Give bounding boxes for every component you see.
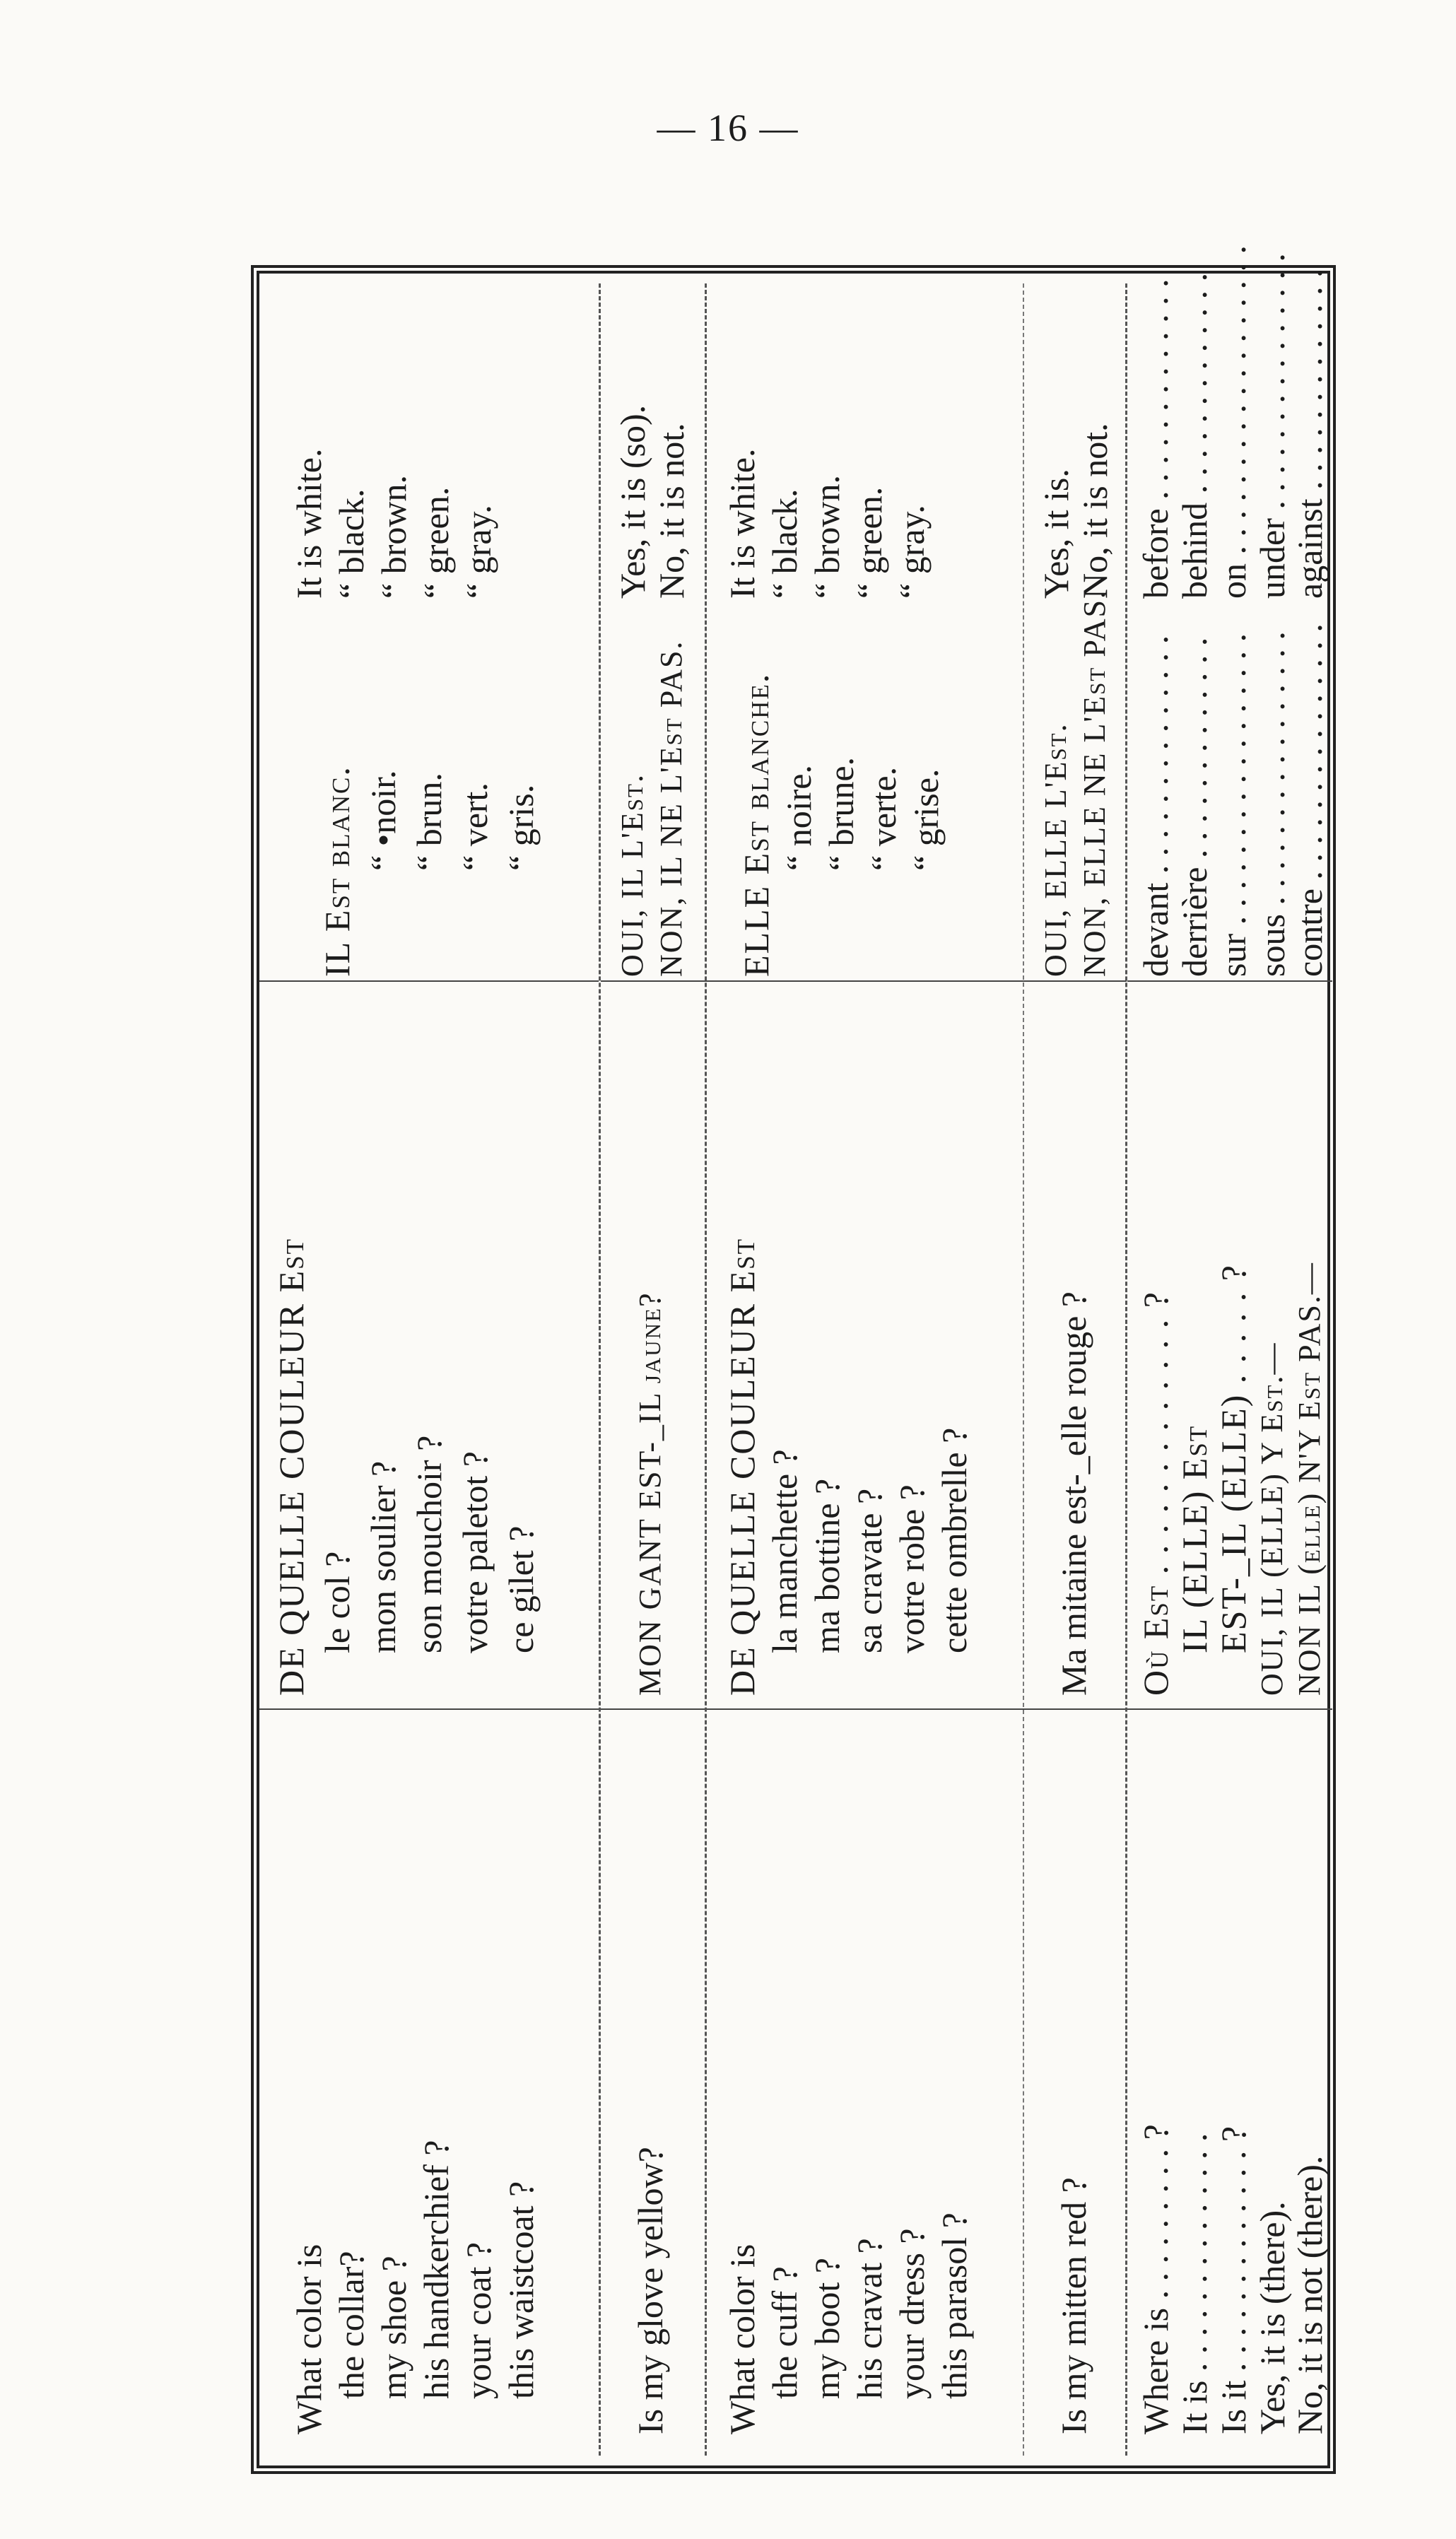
column-answers [1024, 252, 1127, 982]
list-item: the cuff ? [765, 2266, 804, 2399]
list-item: sa cravate ? [850, 1488, 889, 1653]
list-item: derrière . . . . . . . . . . . . . [1175, 637, 1214, 977]
list-item: It is . . . . . . . . . . . . . . [1175, 2133, 1214, 2434]
list-item: on . . . . . . . . . . . . . . . . . . [1214, 245, 1253, 599]
french-answer-yes: OUI, ELLE L'Est. [1038, 722, 1073, 977]
list-item: Where is . . . . . . . . . ? [1136, 2124, 1175, 2434]
list-item: la manchette ? [765, 1449, 804, 1653]
list-item: votre robe ? [892, 1484, 932, 1653]
french-answer-no: NON, IL NE L'Est PAS. [654, 640, 688, 977]
list-item: the collar? [331, 2251, 371, 2399]
column-answers [259, 252, 599, 982]
english-answer: “ green. [850, 486, 889, 599]
french-question: Ma mitaine est-_elle rouge ? [1054, 1291, 1093, 1696]
english-answer: “ green. [416, 486, 456, 599]
list-item: this parasol ? [934, 2212, 974, 2399]
list-item: his handkerchief ? [416, 2140, 456, 2399]
english-answer-no: No, it is not. [652, 423, 691, 599]
list-item: your coat ? [459, 2241, 498, 2399]
english-answer: “ brown. [807, 475, 847, 599]
column-english [601, 1708, 707, 2456]
english-answer-no: No, it is not. [1075, 423, 1115, 599]
english-answer: It is white. [722, 448, 762, 599]
list-item: his cravat ? [850, 2238, 889, 2399]
list-item: my boot ? [807, 2258, 847, 2399]
list-item: under . . . . . . . . . . . . . . . [1252, 253, 1292, 599]
french-answer: “ verte. [864, 766, 903, 871]
column-french-question [1024, 982, 1127, 1710]
english-question: Is my mitten red ? [1054, 2177, 1093, 2434]
list-item: before . . . . . . . . . . . . . [1136, 278, 1175, 599]
column-french-question [707, 982, 1025, 1710]
english-answer: “ gray. [459, 505, 498, 599]
section-where [1125, 245, 1332, 2456]
french-question: DE QUELLE COULEUR Est [271, 1237, 311, 1696]
french-answer-text: IL Est blanc. [317, 766, 357, 977]
list-item: IL (ELLE) Est [1175, 1424, 1214, 1653]
list-item: sous . . . . . . . . . . . . . . . . [1252, 631, 1292, 977]
section-glove [599, 283, 707, 2456]
list-item: OUI, IL (ELLE) Y Est.— [1255, 1342, 1289, 1696]
french-answer: ELLE Est blanche. [736, 672, 776, 977]
french-answer-yes: OUI, IL L'Est. [615, 773, 650, 977]
french-answer-no: NON, ELLE NE L'Est PAS. [1077, 589, 1112, 977]
french-answer: “ noire. [779, 765, 818, 871]
section-mitten [1023, 283, 1127, 2456]
list-item: contre . . . . . . . . . . . . . . . [1290, 623, 1329, 977]
list-item: EST-_IL (ELLE) . . . . . ? [1214, 1264, 1253, 1653]
column-answers [601, 252, 707, 982]
french-answer: “ brune. [821, 756, 861, 871]
column-english [707, 1708, 1025, 2456]
list-item: son mouchoir ? [409, 1435, 449, 1653]
english-answer-yes: Yes, it is. [1036, 469, 1076, 599]
french-answer: “ gris. [501, 784, 541, 871]
list-item: against . . . . . . . . . . . . . [1290, 269, 1329, 599]
section-colors-feminine [705, 283, 1025, 2456]
list-item: this waistcoat ? [501, 2181, 541, 2399]
english-answer: “ black. [765, 488, 804, 599]
english-question: Is my glove yellow? [630, 2147, 670, 2434]
french-question: DE QUELLE COULEUR Est [722, 1237, 762, 1696]
french-answer: “ vert. [455, 782, 495, 871]
list-item: sur . . . . . . . . . . . . . . . . . [1214, 633, 1253, 977]
column-french-question [601, 982, 707, 1710]
list-item: ma bottine ? [807, 1478, 847, 1653]
english-answer: It is white. [289, 448, 329, 599]
list-item: votre paletot ? [455, 1451, 495, 1653]
column-english [1127, 1708, 1332, 2456]
list-item: behind . . . . . . . . . . . . . [1175, 272, 1214, 599]
page-number: — 16 — [657, 107, 799, 149]
column-english [259, 1708, 599, 2456]
english-answer-yes: Yes, it is (so). [613, 404, 652, 599]
french-answer: “ •noir. [363, 770, 403, 871]
column-french-question [1127, 982, 1332, 1710]
list-item: my shoe ? [374, 2256, 413, 2399]
vocabulary-table [251, 245, 1456, 2434]
column-english [1024, 1708, 1127, 2456]
list-item: devant . . . . . . . . . . . . . . [1136, 635, 1175, 977]
section-colors [259, 283, 599, 2456]
list-item: NON IL (elle) N'Y Est PAS.— [1292, 1262, 1327, 1696]
column-answers [1127, 245, 1332, 982]
english-answer: “ gray. [892, 505, 932, 599]
english-question: What color is [289, 2244, 329, 2434]
french-answer: “ grise. [906, 768, 946, 871]
english-answer: “ brown. [374, 475, 413, 599]
english-answer: “ black. [331, 488, 371, 599]
french-answer [316, 766, 358, 977]
list-item: Où Est . . . . . . . . . . . . . ? [1136, 1291, 1175, 1696]
column-french-question [259, 982, 599, 1710]
list-item: Yes, it is (there). [1252, 2201, 1292, 2434]
french-question: MON GANT EST-_IL jaune? [633, 1291, 667, 1696]
list-item: ce gilet ? [501, 1525, 541, 1653]
list-item: le col ? [317, 1551, 357, 1653]
list-item: cette ombrelle ? [934, 1427, 974, 1653]
list-item: Is it . . . . . . . . . . . . . ? [1214, 2125, 1253, 2434]
table-frame [251, 245, 1336, 2474]
french-answer: “ brun. [409, 773, 449, 871]
column-answers [707, 252, 1025, 982]
english-question: What color is [722, 2244, 762, 2434]
list-item: No, it is not (there). [1290, 2155, 1329, 2434]
list-item: your dress ? [892, 2228, 932, 2399]
list-item: mon soulier ? [363, 1460, 403, 1653]
